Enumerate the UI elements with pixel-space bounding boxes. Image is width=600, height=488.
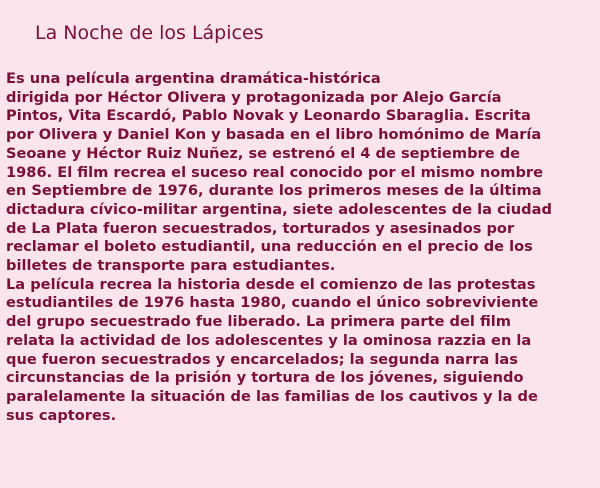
article-body <box>6 70 592 425</box>
text-line: en Septiembre de 1976, durante los primeros meses de la última <box>6 182 542 200</box>
text-line: dictadura cívico-militar argentina, siete adolescentes de la ciudad <box>6 200 552 218</box>
page-title: La Noche de los Lápices <box>35 22 264 44</box>
text-line: Seoane y Héctor Ruiz Nuñez, se estrenó el 4 de septiembre de <box>6 144 521 162</box>
text-line: La película recrea la historia desde el comienzo de las protestas <box>6 275 536 293</box>
text-line: reclamar el boleto estudiantil, una reducción en el precio de los <box>6 238 533 256</box>
text-line: del grupo secuestrado fue liberado. La primera parte del film <box>6 313 512 331</box>
text-line: relata la actividad de los adolescentes y la ominosa razzia en la <box>6 331 532 349</box>
text-line: estudiantiles de 1976 hasta 1980, cuando el único sobreviviente <box>6 294 539 312</box>
text-line: Pintos, Vita Escardó, Pablo Novak y Leonardo Sbaraglia. Escrita <box>6 107 531 125</box>
text-line: circunstancias de la prisión y tortura de los jóvenes, siguiendo <box>6 369 524 387</box>
text-line: paralelamente la situación de las familias de los cautivos y la de <box>6 387 538 405</box>
text-line: dirigida por Héctor Olivera y protagonizada por Alejo García <box>6 88 502 106</box>
text-line: por Olivera y Daniel Kon y basada en el libro homónimo de María <box>6 126 542 144</box>
text-line: Es una película argentina dramática-histórica <box>6 70 381 87</box>
text-line: sus captores. <box>6 406 117 424</box>
text-line: billetes de transporte para estudiantes. <box>6 257 336 275</box>
text-line: 1986. El film recrea el suceso real conocido por el mismo nombre <box>6 163 543 181</box>
text-line: que fueron secuestrados y encarcelados; la segunda narra las <box>6 350 518 368</box>
text-line: de La Plata fueron secuestrados, torturados y asesinados por <box>6 219 515 237</box>
